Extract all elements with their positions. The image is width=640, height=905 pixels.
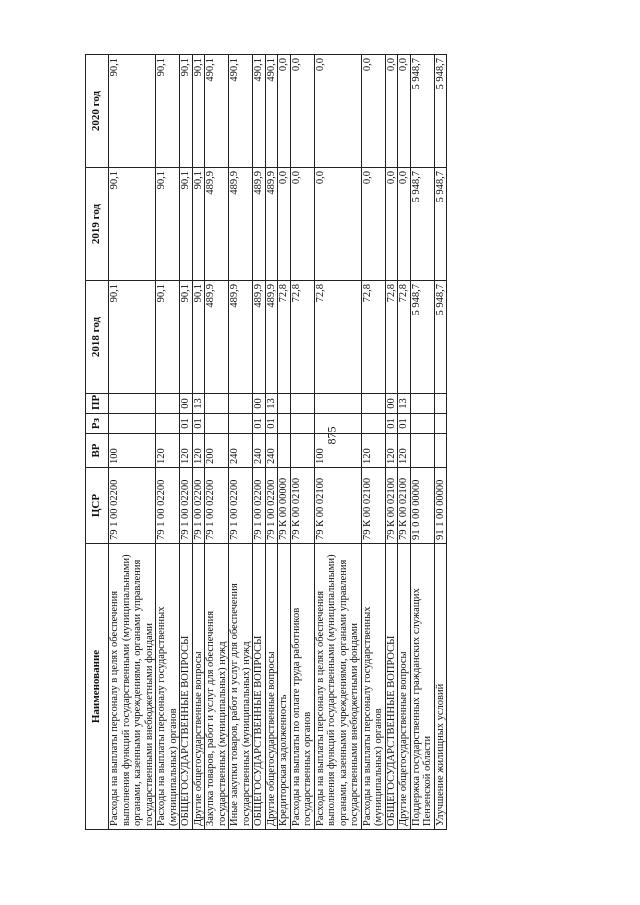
cell-csr: 79 1 00 02200 [192, 468, 205, 544]
cell-rz: 01 [192, 414, 205, 434]
cell-rz [290, 414, 314, 434]
cell-vr: 120 [156, 434, 180, 468]
cell-vr: 120 [180, 434, 193, 468]
table-row [180, 55, 193, 830]
cell-2019: 90,1 [180, 168, 193, 281]
cell-vr [278, 434, 291, 468]
cell-name: ОБЩЕГОСУДАРСТВЕННЫЕ ВОПРОСЫ [180, 544, 193, 830]
cell-rz [156, 414, 180, 434]
cell-name: Закупка товаров, работ и услуг для обеспечения государственных (муниципальных) нужд [205, 544, 229, 830]
cell-vr: 100 [109, 434, 156, 468]
cell-2020: 0,0 [290, 55, 314, 168]
cell-2019: 5 948,7 [410, 168, 434, 281]
cell-csr: 79 1 00 02200 [156, 468, 180, 544]
cell-rz: 01 [385, 414, 398, 434]
cell-csr: 79 1 00 02200 [229, 468, 253, 544]
cell-2019: 0,0 [314, 168, 361, 281]
cell-2020: 0,0 [314, 55, 361, 168]
header-pr: ПР [86, 394, 109, 414]
cell-pr [290, 394, 314, 414]
cell-name: Кредиторская задолженность [278, 544, 291, 830]
cell-vr: 100 [314, 434, 361, 468]
cell-csr: 91 0 00 00000 [410, 468, 434, 544]
cell-pr: 13 [398, 394, 411, 414]
cell-name: Другие общегосударственные вопросы [192, 544, 205, 830]
table-row [229, 55, 253, 830]
cell-2018: 72,8 [290, 281, 314, 394]
table-row [192, 55, 205, 830]
cell-csr: 79 1 00 02200 [180, 468, 193, 544]
cell-rz: 01 [265, 414, 278, 434]
table-row [434, 55, 447, 830]
cell-rz: 01 [398, 414, 411, 434]
cell-pr: 13 [192, 394, 205, 414]
cell-rz [434, 414, 447, 434]
cell-name: Расходы на выплаты персоналу в целях обеспечения выполнения функций государственными (муниципальными) органами, казенными учреждениями, органами управления государственными внебюджетными фондами [314, 544, 361, 830]
cell-2020: 490,1 [253, 55, 266, 168]
cell-pr [156, 394, 180, 414]
cell-2020: 0,0 [361, 55, 385, 168]
cell-rz [229, 414, 253, 434]
cell-csr: 79 1 00 02200 [109, 468, 156, 544]
cell-2020: 5 948,7 [410, 55, 434, 168]
cell-vr: 120 [398, 434, 411, 468]
cell-2018: 5 948,7 [410, 281, 434, 394]
cell-csr: 79 К 00 02100 [290, 468, 314, 544]
page-number: 875 [324, 426, 339, 445]
cell-rz: 01 [253, 414, 266, 434]
cell-pr [410, 394, 434, 414]
cell-name: Иные закупки товаров, работ и услуг для обеспечения государственных (муниципальных) нужд [229, 544, 253, 830]
cell-vr: 120 [385, 434, 398, 468]
cell-vr: 240 [265, 434, 278, 468]
cell-2020: 0,0 [398, 55, 411, 168]
table-row [385, 55, 398, 830]
cell-2020: 0,0 [385, 55, 398, 168]
cell-pr [314, 394, 361, 414]
cell-name: Расходы на выплаты персоналу государственных (муниципальных) органов [156, 544, 180, 830]
cell-2020: 90,1 [180, 55, 193, 168]
cell-rz [278, 414, 291, 434]
cell-2020: 5 948,7 [434, 55, 447, 168]
cell-name: Другие общегосударственные вопросы [398, 544, 411, 830]
cell-2018: 489,9 [253, 281, 266, 394]
cell-pr: 13 [265, 394, 278, 414]
table-row [398, 55, 411, 830]
cell-pr: 00 [253, 394, 266, 414]
cell-pr [361, 394, 385, 414]
cell-2018: 90,1 [109, 281, 156, 394]
cell-2019: 0,0 [278, 168, 291, 281]
cell-2018: 72,8 [278, 281, 291, 394]
table-body [109, 55, 447, 830]
cell-2019: 0,0 [385, 168, 398, 281]
cell-2018: 72,8 [385, 281, 398, 394]
cell-2019: 489,9 [205, 168, 229, 281]
table-row [278, 55, 291, 830]
table-row [156, 55, 180, 830]
cell-2020: 90,1 [192, 55, 205, 168]
cell-2019: 489,9 [253, 168, 266, 281]
table-row [410, 55, 434, 830]
cell-pr [434, 394, 447, 414]
cell-rz [314, 414, 361, 434]
cell-pr: 00 [385, 394, 398, 414]
cell-2019: 0,0 [361, 168, 385, 281]
header-vr: ВР [86, 434, 109, 468]
cell-csr: 79 К 00 02100 [314, 468, 361, 544]
cell-2018: 90,1 [156, 281, 180, 394]
cell-2018: 489,9 [265, 281, 278, 394]
cell-rz: 01 [180, 414, 193, 434]
cell-2018: 489,9 [205, 281, 229, 394]
cell-2018: 90,1 [180, 281, 193, 394]
table-row [109, 55, 156, 830]
budget-table [85, 54, 447, 830]
cell-csr: 79 К 00 02100 [361, 468, 385, 544]
cell-2020: 0,0 [278, 55, 291, 168]
header-rz: Рз [86, 414, 109, 434]
cell-2019: 90,1 [156, 168, 180, 281]
cell-2019: 5 948,7 [434, 168, 447, 281]
table-row [361, 55, 385, 830]
cell-csr: 91 1 00 00000 [434, 468, 447, 544]
cell-pr: 00 [180, 394, 193, 414]
cell-2019: 0,0 [398, 168, 411, 281]
cell-name: ОБЩЕГОСУДАРСТВЕННЫЕ ВОПРОСЫ [385, 544, 398, 830]
cell-vr: 120 [192, 434, 205, 468]
cell-name: Другие общегосударственные вопросы [265, 544, 278, 830]
cell-2019: 90,1 [109, 168, 156, 281]
cell-vr: 240 [253, 434, 266, 468]
table-header-row [86, 55, 109, 830]
cell-name: Расходы на выплаты по оплате труда работников государственных органов [290, 544, 314, 830]
cell-pr [109, 394, 156, 414]
header-csr: ЦСР [86, 468, 109, 544]
table-row [290, 55, 314, 830]
cell-vr: 120 [361, 434, 385, 468]
cell-rz [109, 414, 156, 434]
cell-pr [229, 394, 253, 414]
cell-2019: 90,1 [192, 168, 205, 281]
cell-name: Поддержка государственных гражданских служащих Пензенской области [410, 544, 434, 830]
cell-csr: 79 1 00 02200 [205, 468, 229, 544]
cell-rz [361, 414, 385, 434]
cell-2020: 90,1 [156, 55, 180, 168]
table-row [314, 55, 361, 830]
cell-name: Расходы на выплаты персоналу государственных (муниципальных) органов [361, 544, 385, 830]
table-row [205, 55, 229, 830]
cell-2018: 72,8 [361, 281, 385, 394]
cell-2019: 0,0 [290, 168, 314, 281]
cell-csr: 79 К 00 02100 [385, 468, 398, 544]
cell-2019: 489,9 [265, 168, 278, 281]
cell-2020: 490,1 [205, 55, 229, 168]
cell-2018: 90,1 [192, 281, 205, 394]
cell-vr [290, 434, 314, 468]
cell-csr: 79 К 00 00000 [278, 468, 291, 544]
cell-name: Улучшение жилищных условий [434, 544, 447, 830]
table-row [253, 55, 266, 830]
cell-2018: 72,8 [398, 281, 411, 394]
cell-2018: 72,8 [314, 281, 361, 394]
cell-2018: 5 948,7 [434, 281, 447, 394]
cell-csr: 79 К 00 02100 [398, 468, 411, 544]
header-name: Наименование [86, 544, 109, 830]
cell-vr: 240 [229, 434, 253, 468]
cell-vr: 200 [205, 434, 229, 468]
cell-2020: 490,1 [265, 55, 278, 168]
cell-name: Расходы на выплаты персоналу в целях обеспечения выполнения функций государственными (муниципальными) органами, казенными учреждениями, органами управления государственными внебюджетными фондами [109, 544, 156, 830]
cell-2018: 489,9 [229, 281, 253, 394]
header-2018: 2018 год [86, 281, 109, 394]
cell-pr [205, 394, 229, 414]
header-2020: 2020 год [86, 55, 109, 168]
cell-2020: 490,1 [229, 55, 253, 168]
cell-rz [205, 414, 229, 434]
cell-csr: 79 1 00 02200 [253, 468, 266, 544]
cell-rz [410, 414, 434, 434]
table-row [265, 55, 278, 830]
cell-csr: 79 1 00 02200 [265, 468, 278, 544]
rotated-table-container [85, 55, 562, 830]
cell-name: ОБЩЕГОСУДАРСТВЕННЫЕ ВОПРОСЫ [253, 544, 266, 830]
header-2019: 2019 год [86, 168, 109, 281]
cell-vr [434, 434, 447, 468]
cell-vr [410, 434, 434, 468]
cell-2020: 90,1 [109, 55, 156, 168]
cell-2019: 489,9 [229, 168, 253, 281]
cell-pr [278, 394, 291, 414]
